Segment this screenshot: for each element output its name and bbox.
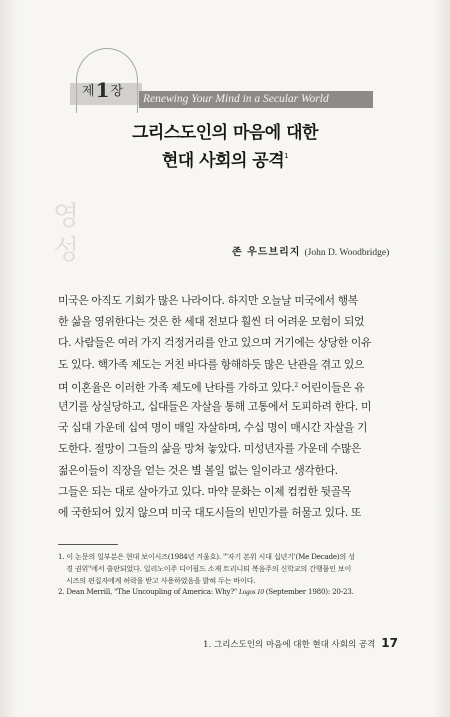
author-byline	[232, 243, 389, 258]
watermark-char-1: 영	[52, 201, 80, 232]
chapter-title-line2-text: 현대 사회의 공격	[161, 151, 285, 171]
footnote-2-journal: Logos 10	[239, 588, 264, 597]
footnote-1-line: 시즈의 편집자에게 허락을 받고 사용하였음을 밝혀 두는 바이다.	[66, 575, 256, 585]
body-line: 젊은이들이 직장을 얻는 것은 별 볼일 없는 일이라고 생각한다.	[58, 463, 338, 477]
page-number: 17	[381, 636, 398, 650]
body-line: 다. 사람들은 여러 가지 걱정거리를 안고 있으며 거기에는 상당한 이유	[58, 336, 372, 350]
body-line: 그들은 되는 대로 살아가고 있다. 마약 문화는 이제 컴컴한 뒷골목	[58, 484, 351, 498]
footnote-2-details: (September 1980): 20-23.	[263, 587, 354, 597]
body-text	[58, 290, 398, 523]
footnotes	[58, 551, 398, 599]
body-line-tail: 어린이들은 유	[297, 380, 365, 394]
footnote-2	[58, 586, 398, 599]
watermark-char-2: 성	[52, 235, 80, 266]
author-name-korean: 존 우드브리지	[232, 247, 301, 258]
chapter-number: 1	[95, 78, 111, 102]
watermark	[46, 200, 86, 268]
body-line-text: 며 이혼율은 이러한 가족 제도에 난타를 가하고 있다.	[58, 380, 295, 394]
running-title: 1. 그리스도인의 마음에 대한 현대 사회의 공격	[203, 640, 376, 650]
footnote-divider	[58, 544, 118, 545]
body-line: 미국은 아직도 기회가 많은 나라이다. 하지만 오늘날 미국에서 행복	[58, 294, 358, 307]
body-line	[58, 375, 398, 396]
author-name-english: (John D. Woodbridge)	[304, 248, 390, 258]
footnote-2-citation: 2. Dean Merrill, "The Uncoupling of America: Why?"	[58, 587, 237, 597]
chapter-suffix: 장	[110, 84, 125, 99]
body-line: 국 십대 가운데 십여 명이 매일 자살하며, 수십 명이 매시간 자살을 기	[58, 421, 368, 435]
chapter-english-title: Renewing Your Mind in a Secular World	[143, 93, 329, 105]
chapter-prefix: 제	[82, 84, 96, 99]
body-footnote-ref[interactable]: 2	[294, 381, 298, 389]
chapter-label	[82, 78, 124, 102]
body-line: 도한다. 절망이 그들의 삶을 망쳐 놓았다. 미성년자를 가운데 수많은	[58, 442, 361, 456]
body-line: 한 삶을 영위한다는 것은 한 세대 전보다 훨씬 더 어려운 모험이 되었	[58, 315, 365, 329]
footnote-1-line: 경 권위"에서 출판되었다. 일리노이주 디어필드 소재 트리니티 복음주의 신학교의 간행물인 보이	[66, 563, 352, 573]
body-line: 에 국한되어 있지 않으며 미국 대도시들의 빈민가를 허물고 있다. 또	[58, 505, 361, 519]
page-footer	[203, 636, 398, 650]
title-footnote-ref[interactable]: 1	[284, 152, 289, 160]
body-line: 년기를 상실당하고, 십대들은 자살을 통해 고통에서 도피하려 한다. 미	[58, 399, 372, 413]
chapter-title-line2	[0, 146, 450, 171]
footnote-1-line: 1. 이 논문의 일부분은 현대 보이시즈(1984년 겨울호). "'자기 본위 시대 십년기'(Me Decade)의 성	[58, 552, 355, 561]
body-line: 도 있다. 핵가족 제도는 거친 바다를 항해하듯 많은 난관을 겪고 있으	[58, 357, 365, 371]
chapter-title-line1: 그리스도인의 마음에 대한	[132, 123, 318, 143]
